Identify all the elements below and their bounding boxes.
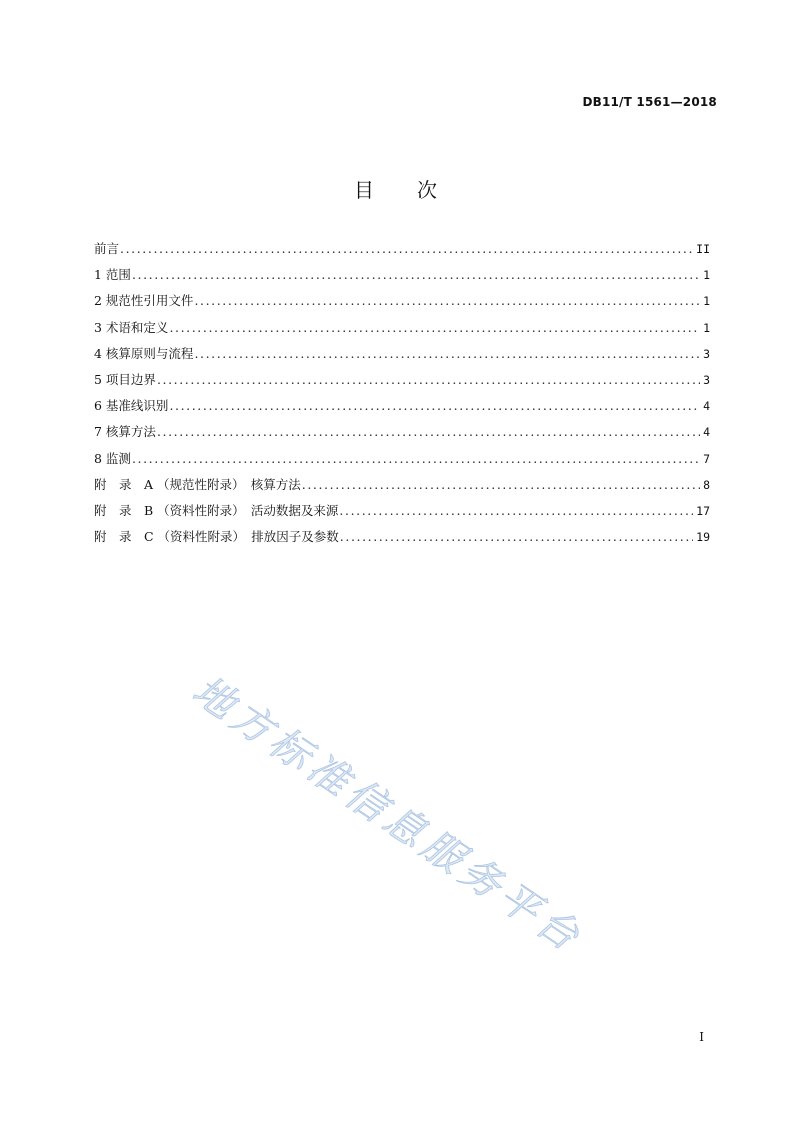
- toc-entry-page: 1: [703, 320, 710, 335]
- toc-entry-label: 附 录 B （资料性附录） 活动数据及来源: [94, 502, 339, 518]
- toc-entry-label: 附 录 A （规范性附录） 核算方法: [94, 476, 301, 492]
- toc-entry-label: 4 核算原则与流程: [94, 345, 194, 361]
- toc-entry-terms-definitions[interactable]: [94, 315, 710, 341]
- toc-entry-page: 1: [703, 268, 710, 283]
- toc-entry-page: 4: [703, 399, 710, 414]
- toc-leader-dots: [194, 288, 700, 314]
- toc-leader-dots: [157, 419, 700, 445]
- toc-entry-label: 1 范围: [94, 267, 131, 283]
- toc-entry-accounting-methods[interactable]: [94, 419, 710, 445]
- toc-entry-principles-process[interactable]: [94, 341, 710, 367]
- toc-leader-dots: [132, 262, 700, 288]
- page-number: I: [699, 1030, 704, 1044]
- toc-entry-baseline-identification[interactable]: [94, 393, 710, 419]
- toc-entry-foreword[interactable]: [94, 236, 710, 262]
- toc-entry-page: 8: [703, 477, 710, 492]
- toc-entry-label: 3 术语和定义: [94, 319, 169, 335]
- watermark: 地方标准信息服务平台: [184, 667, 592, 963]
- toc-entry-page: 4: [703, 425, 710, 440]
- toc-entry-label: 附 录 C （资料性附录） 排放因子及参数: [94, 529, 339, 545]
- toc-leader-dots: [339, 498, 693, 524]
- toc-entry-page: 7: [703, 451, 710, 466]
- toc-title: 目 次: [354, 178, 438, 202]
- toc-entry-appendix-c[interactable]: [94, 524, 710, 550]
- toc-entry-label: 6 基准线识别: [94, 398, 169, 414]
- toc-entry-page: 19: [696, 530, 710, 545]
- toc-entry-label: 2 规范性引用文件: [94, 293, 194, 309]
- toc-leader-dots: [194, 341, 700, 367]
- table-of-contents: [94, 236, 710, 550]
- toc-leader-dots: [169, 315, 700, 341]
- toc-entry-label: 8 监测: [94, 450, 131, 466]
- toc-entry-project-boundary[interactable]: [94, 367, 710, 393]
- toc-entry-page: 3: [703, 346, 710, 361]
- toc-entry-normative-references[interactable]: [94, 288, 710, 314]
- toc-entry-label: 7 核算方法: [94, 424, 156, 440]
- toc-leader-dots: [132, 446, 700, 472]
- document-code: DB11/T 1561—2018: [582, 95, 717, 109]
- toc-entry-label: 前言: [94, 241, 120, 256]
- toc-leader-dots: [157, 367, 700, 393]
- toc-entry-page: 17: [696, 503, 710, 518]
- toc-entry-scope[interactable]: [94, 262, 710, 288]
- toc-leader-dots: [340, 524, 693, 550]
- toc-entry-appendix-a[interactable]: [94, 472, 710, 498]
- toc-entry-page: 1: [703, 294, 710, 309]
- toc-leader-dots: [120, 236, 693, 262]
- toc-entry-monitoring[interactable]: [94, 446, 710, 472]
- toc-entry-page: 3: [703, 372, 710, 387]
- toc-entry-page: II: [696, 242, 710, 256]
- toc-leader-dots: [302, 472, 700, 498]
- toc-entry-appendix-b[interactable]: [94, 498, 710, 524]
- toc-leader-dots: [169, 393, 700, 419]
- toc-entry-label: 5 项目边界: [94, 371, 156, 387]
